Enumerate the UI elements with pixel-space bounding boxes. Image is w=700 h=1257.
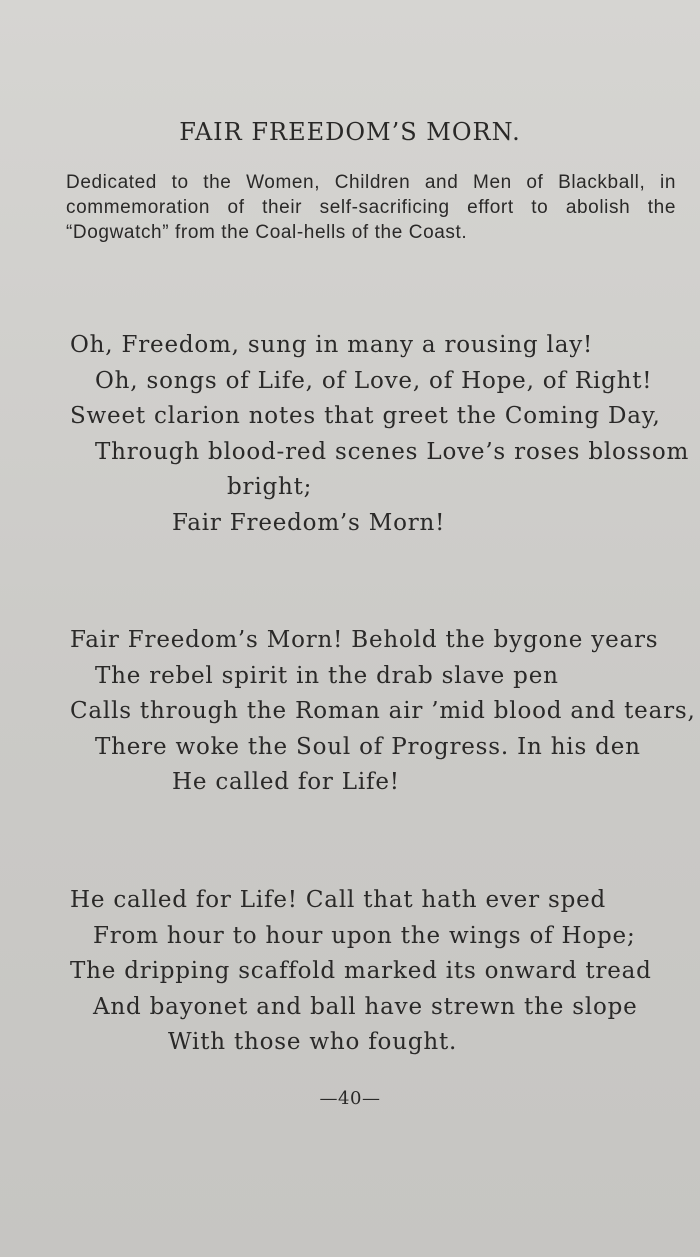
page-number: —40— — [319, 1088, 381, 1109]
verse-line: Sweet clarion notes that greet the Coming Day, — [70, 403, 661, 429]
verse-line: From hour to hour upon the wings of Hope; — [93, 922, 636, 949]
verse-line: The rebel spirit in the drab slave pen — [95, 662, 559, 689]
verse-line: There woke the Soul of Progress. In his den — [95, 733, 641, 760]
verse-refrain: He called for Life! — [172, 769, 400, 795]
stanza-2 — [0, 623, 700, 801]
verse-refrain: Fair Freedom’s Morn! — [172, 509, 446, 536]
verse-line: Calls through the Roman air ’mid blood and tears, — [70, 698, 696, 724]
verse-refrain: With those who fought. — [168, 1029, 458, 1055]
verse-line: The dripping scaffold marked its onward tread — [70, 958, 652, 984]
verse-line: Oh, songs of Life, of Love, of Hope, of Right! — [95, 367, 653, 394]
verse-line: Fair Freedom’s Morn! Behold the bygone years — [70, 627, 659, 653]
verse-line: Through blood-red scenes Love’s roses blossom — [95, 438, 690, 465]
dedication: Dedicated to the Women, Children and Men of Blackball, in commemoration of their self-sacrificing effort to abolish the “Dogwatch” from the Coal-hells of the Coast. — [66, 172, 676, 243]
verse-line-continuation: bright; — [227, 474, 313, 500]
stanza-1 — [0, 328, 700, 541]
verse-line: And bayonet and ball have strewn the slope — [93, 993, 638, 1020]
poem-title: FAIR FREEDOM’S MORN. — [179, 118, 521, 146]
verse-line: Oh, Freedom, sung in many a rousing lay! — [70, 332, 594, 358]
stanza-3 — [0, 883, 700, 1061]
verse-line: He called for Life! Call that hath ever sped — [70, 887, 607, 913]
